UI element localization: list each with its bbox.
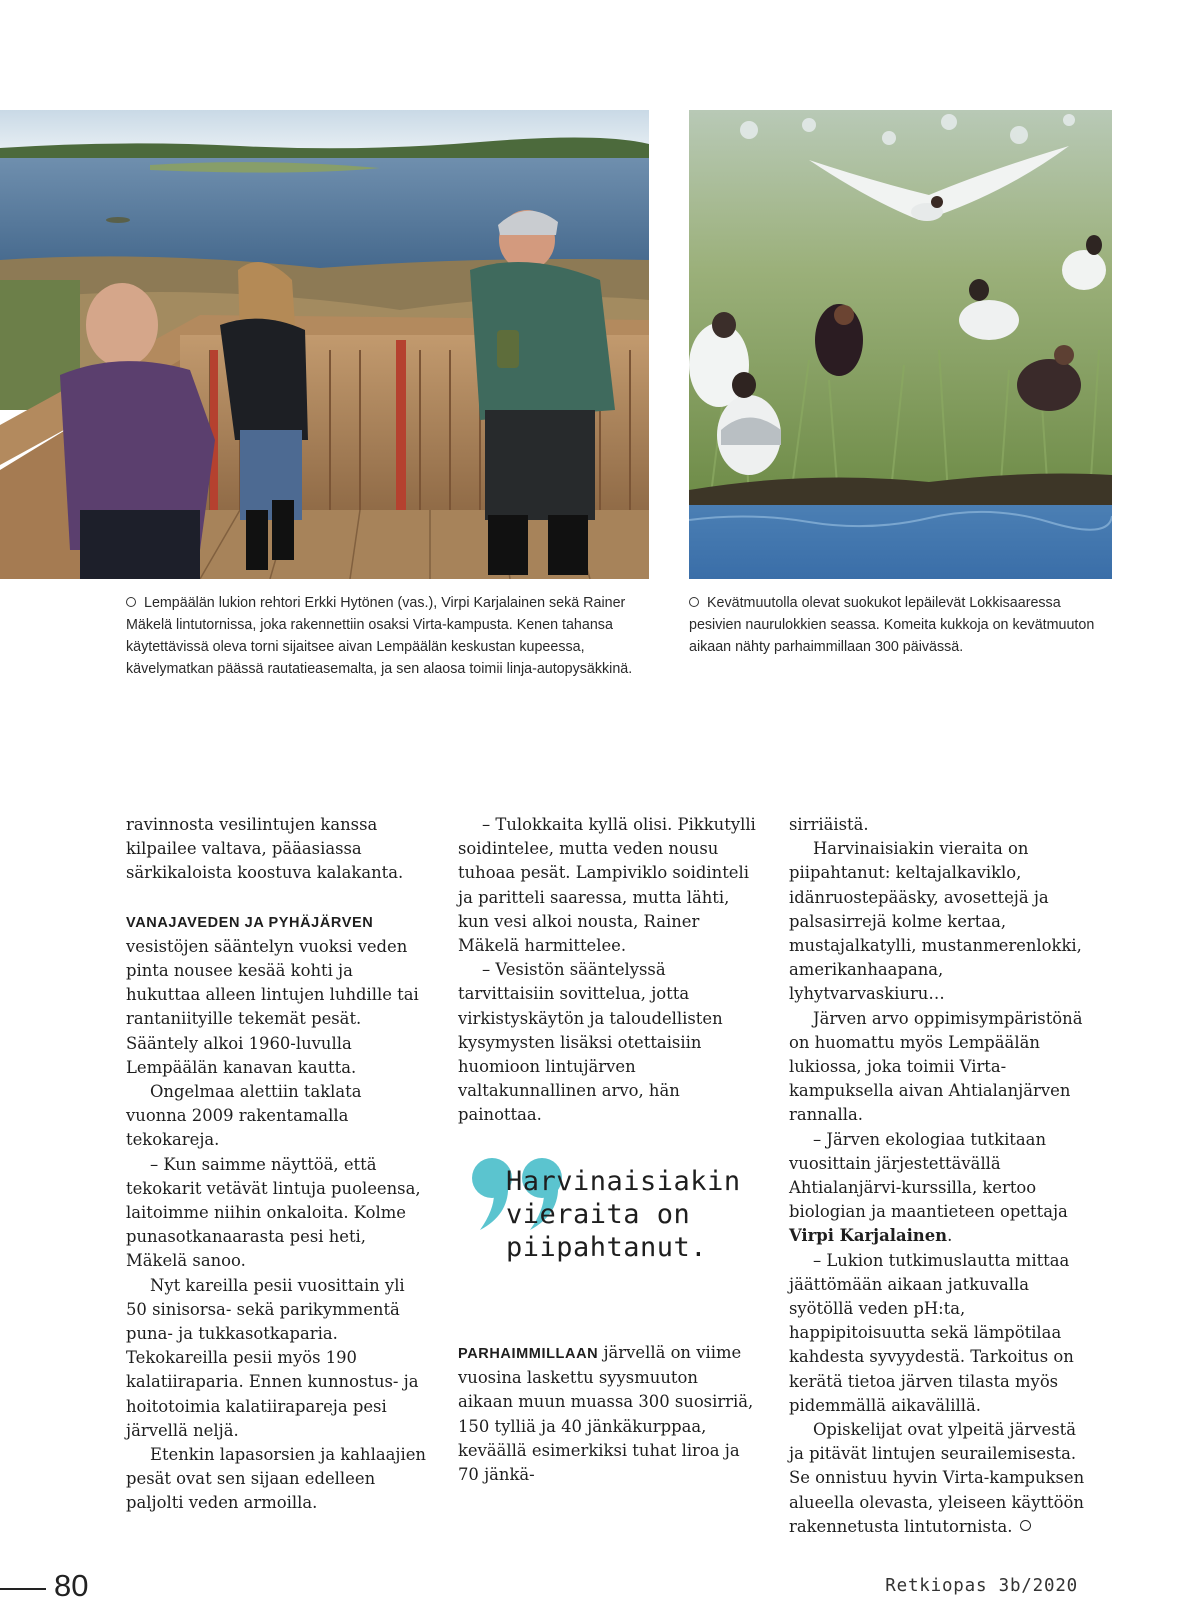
article-column-3 <box>789 813 1089 1539</box>
paragraph-text: – Järven ekologiaa tutkitaan vuosittain järjestettävällä Ahtialanjärvi-kurssilla, kertoo biologian ja maantieteen opettaja <box>789 1129 1068 1222</box>
caption-text: Kevätmuutolla olevat suokukot lepäilevät Lokkisaaressa pesivien naurulokkien seassa. Komeita kukkoja on kevätmuuton aikaan nähty parhaimmillaan 300 päivässä. <box>689 595 1095 655</box>
paragraph-with-lead <box>126 910 426 1080</box>
paragraph: – Tulokkaita kyllä olisi. Pikkutylli soidintelee, mutta veden nousu tuhoaa pesät. Lampiviklo soidinteli ja paritteli saaressa, mutta lähti, kun vesi alkoi nousta, Rainer Mäkelä harmittelee. <box>458 815 756 956</box>
birdwatching-tower-photo <box>0 110 649 579</box>
section-lead: PARHAIMMILLAAN <box>458 1346 599 1362</box>
magazine-issue: Retkiopas 3b/2020 <box>885 1576 1078 1596</box>
paragraph-text: Opiskelijat ovat ylpeitä järvestä ja pitävät lintujen seurailemisesta. Se onnistuu hyvin Virta-kampuksen alueella olevasta, yleiseen käyttöön rakennetusta lintutornista. <box>789 1420 1085 1536</box>
end-of-article-icon <box>1020 1520 1031 1531</box>
footer-rule <box>0 1588 46 1590</box>
paragraph-text: vesistöjen sääntelyn vuoksi veden pinta nousee kesää kohti ja hukuttaa alleen lintujen luhdille tai rantaniityille tekemät pesät. Sääntely alkoi 1960-luvulla Lempäälän kanavan kautta. <box>126 936 419 1077</box>
caption-bullet-icon <box>126 597 136 607</box>
article-column-1 <box>126 813 426 1516</box>
paragraph: – Lukion tutkimuslautta mittaa jäättömään aikaan jatkuvalla syötöllä veden pH:ta, happipitoisuutta sekä lämpötilaa kahdesta syvyydestä. Tarkoitus on kerätä tietoa järven tilasta myös pidemmällä aikavälillä. <box>789 1250 1074 1415</box>
caption-text: Lempäälän lukion rehtori Erkki Hytönen (vas.), Virpi Karjalainen sekä Rainer Mäkelä lintutornissa, joka rakennettiin osaksi Virta-kampusta. Kenen tahansa käytettävissä oleva torni sijaitsee aivan Lempäälän keskustan kupeessa, kävelymatkan päässä rautatieasemalta, ja sen alaosa toimii linja-autopysäkkinä. <box>126 595 633 677</box>
paragraph: Nyt kareilla pesii vuosittain yli 50 sinisorsa- sekä parikymmentä puna- ja tukkasotkaparia. Tekokareilla pesii myös 190 kalatiiraparia. Ennen kunnostus- ja hoitotoimia kalatiirapareja pesi järvellä neljä. <box>126 1275 419 1440</box>
article-column-2-lower <box>458 1341 758 1487</box>
paragraph: – Kun saimme näyttöä, että tekokarit vetävät lintuja puoleensa, laitoimme niihin onkaloita. Kolme punasotkanaarasta pesi heti, Mäkelä sanoo. <box>126 1154 421 1271</box>
pull-quote <box>468 1148 768 1278</box>
paragraph: Ongelmaa alettiin taklata vuonna 2009 rakentamalla tekokareja. <box>126 1082 362 1150</box>
ruffs-and-gulls-photo <box>689 110 1112 579</box>
section-lead: VANAJAVEDEN JA PYHÄJÄRVEN <box>126 914 374 931</box>
photo-caption-left <box>126 592 649 680</box>
paragraph: Harvinaisiakin vieraita on piipahtanut: keltajalkaviklo, idänruostepääsky, avosettejä ja palsasirrejä kolme kertaa, mustajalkatylli, mustanmerenlokki, amerikanhaapana, lyhytvarvaskiuru… <box>789 839 1082 1004</box>
paragraph-with-lead <box>458 1341 758 1487</box>
paragraph: Järven arvo oppimisympäristönä on huomattu myös Lempäälän lukiossa, joka toimii Virta-kampuksella aivan Ahtialanjärven rannalla. <box>789 1008 1083 1125</box>
paragraph <box>789 1128 1089 1249</box>
photo-caption-right <box>689 592 1112 658</box>
paragraph-last <box>789 1418 1089 1539</box>
paragraph: ravinnosta vesilintujen kanssa kilpailee valtava, pääasiassa särkikaloista koostuva kalakanta. <box>126 815 404 883</box>
article-column-2 <box>458 813 758 1128</box>
paragraph: Etenkin lapasorsien ja kahlaajien pesät ovat sen sijaan edelleen paljolti veden armoilla. <box>126 1445 426 1513</box>
paragraph: sirriäistä. <box>789 815 869 834</box>
caption-bullet-icon <box>689 597 699 607</box>
paragraph-text: . <box>947 1226 953 1246</box>
paragraph: – Vesistön sääntelyssä tarvittaisiin sovittelua, jotta virkistyskäytön ja taloudellisten kysymysten lisäksi otettaisiin huomioon lintujärven valtakunnallinen arvo, hän painottaa. <box>458 960 723 1125</box>
pull-quote-text: Harvinaisiakin vieraita on piipahtanut. <box>506 1166 741 1263</box>
person-name: Virpi Karjalainen <box>789 1226 948 1246</box>
page-number: 80 <box>54 1568 89 1598</box>
paragraph-text: järvellä on viime vuosina laskettu syysmuuton aikaan muun muassa 300 suosirriä, 150 tylliä ja 40 jänkäkurppaa, keväällä esimerkiksi tuhat liroa ja 70 jänkä- <box>458 1343 754 1485</box>
